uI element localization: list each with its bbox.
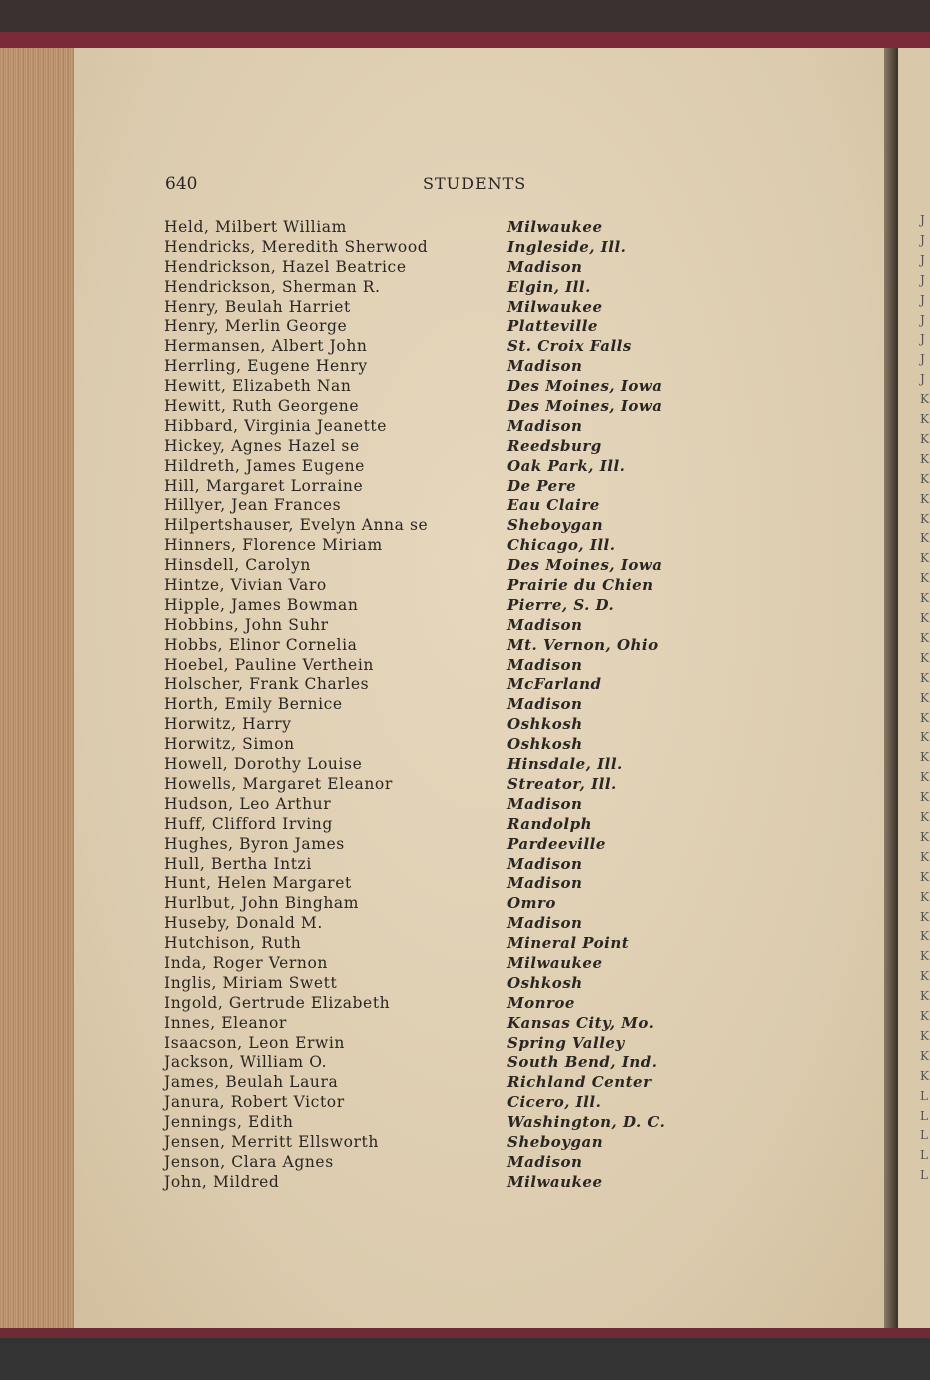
student-hometown: South Bend, Ind.	[507, 1053, 658, 1072]
student-hometown: Madison	[507, 655, 583, 674]
facing-page-letter: K	[920, 710, 929, 725]
list-item	[164, 397, 724, 417]
student-hometown: Prairie du Chien	[507, 576, 654, 595]
list-item	[164, 894, 724, 914]
student-name: Hurlbut, John Bingham	[164, 894, 360, 913]
facing-page-letter: K	[920, 650, 929, 665]
student-name: Hickey, Agnes Hazel se	[164, 436, 360, 455]
list-item	[164, 377, 724, 397]
student-name: James, Beulah Laura	[164, 1073, 339, 1092]
student-hometown: St. Croix Falls	[507, 337, 632, 356]
list-item	[164, 855, 724, 875]
list-item	[164, 874, 724, 894]
facing-page-letter: K	[920, 969, 929, 984]
facing-page-letter: K	[920, 630, 929, 645]
student-hometown: Madison	[507, 794, 583, 813]
list-item	[164, 616, 724, 636]
facing-page-letter: J	[920, 232, 925, 247]
student-hometown: Sheboygan	[507, 1132, 604, 1151]
facing-page-letter: J	[920, 372, 925, 387]
list-item	[164, 457, 724, 477]
list-item	[164, 775, 724, 795]
facing-page-letter: K	[920, 949, 929, 964]
student-hometown: Kansas City, Mo.	[507, 1013, 655, 1032]
student-hometown: Madison	[507, 257, 583, 276]
list-item	[164, 1093, 724, 1113]
student-name: Ingold, Gertrude Elizabeth	[164, 993, 391, 1012]
student-name: Janura, Robert Victor	[164, 1093, 345, 1112]
student-name: Huseby, Donald M.	[164, 914, 323, 933]
facing-page-letter: L	[920, 1168, 928, 1183]
student-hometown: Chicago, Ill.	[507, 536, 616, 555]
list-item	[164, 1113, 724, 1133]
list-item	[164, 695, 724, 715]
student-hometown: Streator, Ill.	[507, 774, 617, 793]
student-hometown: Milwaukee	[507, 1172, 603, 1191]
list-item	[164, 795, 724, 815]
student-hometown: Des Moines, Iowa	[507, 397, 663, 416]
student-hometown: Milwaukee	[507, 953, 603, 972]
student-hometown: Madison	[507, 416, 583, 435]
facing-page-letter: K	[920, 551, 929, 566]
facing-page-letter: K	[920, 889, 929, 904]
facing-page-letter: K	[920, 392, 929, 407]
student-name: Hildreth, James Eugene	[164, 456, 365, 475]
student-name: Hibbard, Virginia Jeanette	[164, 416, 388, 435]
book-gutter	[884, 48, 898, 1330]
student-name: Hilpertshauser, Evelyn Anna se	[164, 516, 429, 535]
student-name: Innes, Eleanor	[164, 1013, 287, 1032]
student-hometown: Mineral Point	[507, 934, 630, 953]
student-hometown: Monroe	[507, 993, 575, 1012]
student-name: Horth, Emily Bernice	[164, 695, 343, 714]
student-name: Hill, Margaret Lorraine	[164, 476, 364, 495]
facing-page-letter: K	[920, 929, 929, 944]
list-item	[164, 934, 724, 954]
student-name: Jackson, William O.	[164, 1053, 328, 1072]
facing-page-letter: K	[920, 511, 929, 526]
student-hometown: Pardeeville	[507, 834, 606, 853]
student-hometown: Milwaukee	[507, 297, 603, 316]
list-item	[164, 715, 724, 735]
student-name: Inda, Roger Vernon	[164, 953, 329, 972]
list-item	[164, 477, 724, 497]
student-hometown: Sheboygan	[507, 516, 604, 535]
student-name: John, Mildred	[164, 1172, 280, 1191]
student-name: Isaacson, Leon Erwin	[164, 1033, 346, 1052]
facing-page-letter: K	[920, 810, 929, 824]
student-hometown: Elgin, Ill.	[507, 277, 591, 296]
student-name: Held, Milbert William	[164, 218, 347, 236]
facing-page-letter: L	[920, 1148, 928, 1163]
facing-page-letter: K	[920, 989, 929, 1004]
list-item	[164, 357, 724, 377]
list-item	[164, 1053, 724, 1073]
facing-page-letter: J	[920, 332, 925, 347]
student-hometown: Platteville	[507, 317, 598, 336]
list-item	[164, 755, 724, 775]
student-name: Herrling, Eugene Henry	[164, 357, 368, 376]
student-name: Hermansen, Albert John	[164, 337, 368, 356]
facing-page-letter: K	[920, 531, 929, 546]
facing-page-letter: J	[920, 352, 925, 367]
student-hometown: Pierre, S. D.	[507, 595, 615, 614]
list-item	[164, 576, 724, 596]
student-hometown: Oshkosh	[507, 715, 583, 734]
student-name: Hughes, Byron James	[164, 834, 345, 853]
facing-page-letter: K	[920, 869, 929, 884]
student-hometown: Des Moines, Iowa	[507, 556, 663, 575]
list-item	[164, 735, 724, 755]
list-item	[164, 1014, 724, 1034]
facing-page-letter: J	[920, 312, 925, 327]
facing-page-letter: L	[920, 1108, 928, 1123]
facing-page-letter: K	[920, 412, 929, 426]
list-item	[164, 815, 724, 835]
student-name: Horwitz, Harry	[164, 715, 292, 734]
list-item	[164, 556, 724, 576]
student-name: Hudson, Leo Arthur	[164, 794, 332, 813]
list-item	[164, 337, 724, 357]
list-item	[164, 954, 724, 974]
binding-bottom	[0, 1328, 930, 1380]
student-name: Hinsdell, Carolyn	[164, 556, 312, 575]
student-name: Hendrickson, Sherman R.	[164, 277, 381, 296]
list-item	[164, 516, 724, 536]
facing-page-fragment	[898, 48, 930, 1330]
list-item	[164, 1153, 724, 1173]
student-name: Jennings, Edith	[164, 1113, 294, 1132]
student-hometown: McFarland	[507, 675, 602, 694]
student-hometown: Oshkosh	[507, 973, 583, 992]
page-edges	[0, 48, 78, 1330]
student-name: Horwitz, Simon	[164, 735, 295, 754]
student-name: Hipple, James Bowman	[164, 595, 359, 614]
list-item	[164, 437, 724, 457]
list-item	[164, 417, 724, 437]
student-name: Inglis, Miriam Swett	[164, 973, 338, 992]
facing-page-letter: J	[920, 213, 925, 227]
list-item	[164, 1133, 724, 1153]
facing-page-letter: K	[920, 1068, 929, 1083]
facing-page-letter: K	[920, 1009, 929, 1023]
student-hometown: Madison	[507, 1152, 583, 1171]
student-name: Jensen, Merritt Ellsworth	[164, 1132, 379, 1151]
list-item	[164, 1173, 724, 1193]
student-hometown: Omro	[507, 894, 556, 913]
student-name: Hinners, Florence Miriam	[164, 536, 383, 555]
student-name: Hobbins, John Suhr	[164, 615, 329, 634]
facing-page-letter: K	[920, 849, 929, 864]
facing-page-letter: K	[920, 770, 929, 785]
student-hometown: Richland Center	[507, 1073, 652, 1092]
student-name: Hobbs, Elinor Cornelia	[164, 635, 358, 654]
student-name: Hillyer, Jean Frances	[164, 496, 342, 515]
student-name: Hull, Bertha Intzi	[164, 854, 312, 873]
student-hometown: Eau Claire	[507, 496, 600, 515]
list-item	[164, 675, 724, 695]
facing-page-letter: K	[920, 431, 929, 446]
student-name: Hewitt, Elizabeth Nan	[164, 377, 352, 396]
student-hometown: Madison	[507, 854, 583, 873]
facing-page-letter: K	[920, 571, 929, 586]
student-hometown: Milwaukee	[507, 218, 603, 236]
student-hometown: Cicero, Ill.	[507, 1093, 602, 1112]
list-item	[164, 656, 724, 676]
running-header: STUDENTS	[423, 174, 527, 193]
student-hometown: Madison	[507, 874, 583, 893]
student-hometown: Oshkosh	[507, 735, 583, 754]
student-hometown: Spring Valley	[507, 1033, 625, 1052]
list-item	[164, 1073, 724, 1093]
list-item	[164, 278, 724, 298]
facing-page-letter: K	[920, 1048, 929, 1063]
student-name: Hintze, Vivian Varo	[164, 576, 327, 595]
list-item	[164, 636, 724, 656]
facing-page-letter: K	[920, 591, 929, 606]
facing-page-letter: K	[920, 829, 929, 844]
student-hometown: Madison	[507, 357, 583, 376]
list-item	[164, 1034, 724, 1054]
list-item	[164, 298, 724, 318]
facing-page-letter: K	[920, 1028, 929, 1043]
student-hometown: De Pere	[507, 476, 577, 495]
list-item	[164, 536, 724, 556]
student-hometown: Hinsdale, Ill.	[507, 755, 623, 774]
binding-top	[0, 0, 930, 48]
facing-page-letter: K	[920, 611, 929, 625]
list-item	[164, 994, 724, 1014]
facing-page-letter: K	[920, 670, 929, 685]
student-name: Hewitt, Ruth Georgene	[164, 397, 360, 416]
list-item	[164, 496, 724, 516]
facing-page-letter: J	[920, 272, 925, 287]
student-name: Hendrickson, Hazel Beatrice	[164, 257, 407, 276]
list-item	[164, 317, 724, 337]
student-hometown: Mt. Vernon, Ohio	[507, 635, 659, 654]
facing-page-letter: K	[920, 750, 929, 765]
student-hometown: Randolph	[507, 814, 593, 833]
student-hometown: Oak Park, Ill.	[507, 456, 626, 475]
student-name: Howell, Dorothy Louise	[164, 755, 363, 774]
list-item	[164, 238, 724, 258]
cloth-edge-bottom	[0, 1328, 930, 1338]
facing-page-letter: K	[920, 491, 929, 506]
facing-page-letter: J	[920, 292, 925, 307]
student-hometown: Des Moines, Iowa	[507, 377, 663, 396]
student-hometown: Madison	[507, 914, 583, 933]
list-item	[164, 914, 724, 934]
student-name: Hutchison, Ruth	[164, 934, 302, 953]
student-name: Hendricks, Meredith Sherwood	[164, 237, 429, 256]
student-name: Howells, Margaret Eleanor	[164, 774, 393, 793]
student-hometown: Madison	[507, 695, 583, 714]
student-name: Henry, Merlin George	[164, 317, 348, 336]
student-hometown: Madison	[507, 615, 583, 634]
student-list	[164, 218, 724, 1193]
list-item	[164, 974, 724, 994]
student-hometown: Reedsburg	[507, 436, 602, 455]
list-item	[164, 258, 724, 278]
student-name: Huff, Clifford Irving	[164, 814, 333, 833]
student-name: Hoebel, Pauline Verthein	[164, 655, 374, 674]
page-number: 640	[165, 174, 198, 194]
student-name: Hunt, Helen Margaret	[164, 874, 352, 893]
student-name: Holscher, Frank Charles	[164, 675, 370, 694]
list-item	[164, 835, 724, 855]
facing-page-letter: K	[920, 471, 929, 486]
student-hometown: Washington, D. C.	[507, 1113, 666, 1132]
facing-page-letter: L	[920, 1088, 928, 1103]
facing-page-letter: J	[920, 252, 925, 267]
student-hometown: Ingleside, Ill.	[507, 237, 627, 256]
list-item	[164, 596, 724, 616]
list-item	[164, 218, 724, 238]
facing-page-letter: K	[920, 909, 929, 924]
student-name: Jenson, Clara Agnes	[164, 1152, 334, 1171]
facing-page-letter: K	[920, 451, 929, 466]
student-name: Henry, Beulah Harriet	[164, 297, 351, 316]
facing-page-letter: K	[920, 790, 929, 805]
facing-page-letter: K	[920, 730, 929, 745]
facing-page-letter: K	[920, 690, 929, 705]
facing-page-letter: L	[920, 1128, 928, 1143]
